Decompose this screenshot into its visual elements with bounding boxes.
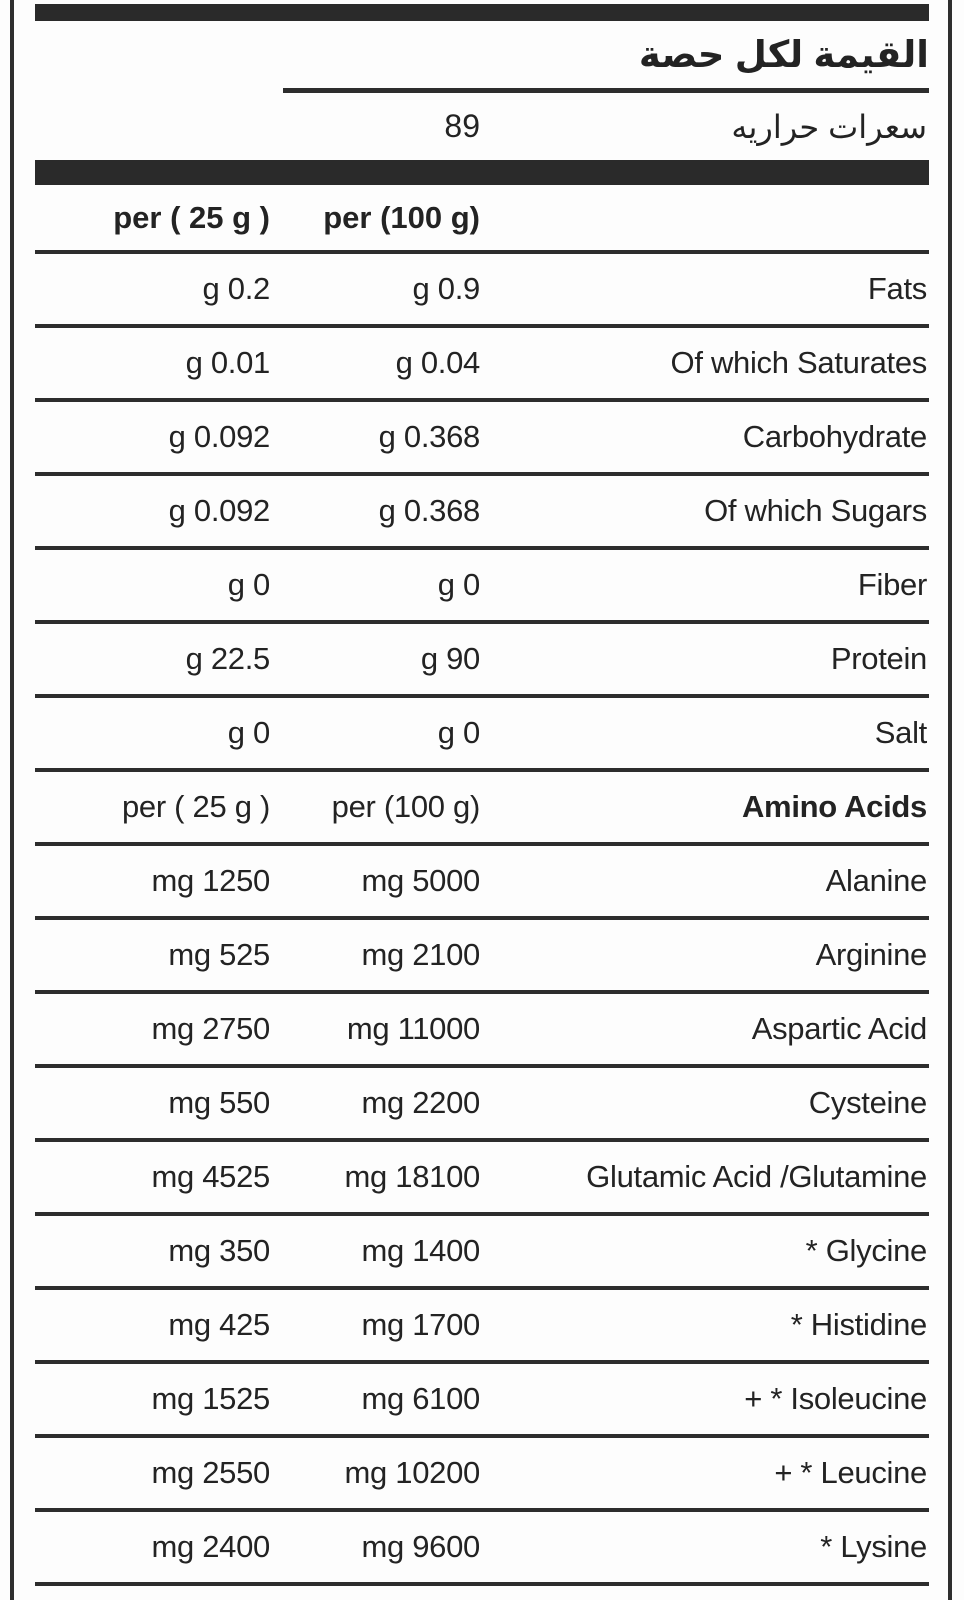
per100-value: g 90 xyxy=(420,641,480,676)
amino-per100-header: per (100 g) xyxy=(331,789,480,824)
table-row xyxy=(35,1434,929,1508)
per25-value: g 0 xyxy=(227,567,270,602)
per100-value: mg 9600 xyxy=(361,1529,480,1564)
nutrient-label: + * Leucine xyxy=(774,1455,927,1490)
per25-value: mg 550 xyxy=(168,1085,270,1120)
table-row xyxy=(35,1212,929,1286)
per100-value: g 0.9 xyxy=(412,271,480,306)
per100-value: mg 1700 xyxy=(361,1307,480,1342)
per25-value: g 0.092 xyxy=(168,493,270,528)
table-row xyxy=(35,1360,929,1434)
table-row xyxy=(35,694,929,768)
label-content xyxy=(35,0,929,1586)
nutrient-label: * Histidine xyxy=(790,1307,927,1342)
nutrient-label: Fiber xyxy=(857,567,927,602)
nutrient-label: * Glycine xyxy=(805,1233,927,1268)
per25-value: mg 1250 xyxy=(151,863,270,898)
calories-value: 89 xyxy=(444,108,480,144)
table-row xyxy=(35,1064,929,1138)
per25-value: mg 1525 xyxy=(151,1381,270,1416)
nutrient-label: Fats xyxy=(867,271,927,306)
per100-value: mg 18100 xyxy=(344,1159,480,1194)
per25-value: g 0.01 xyxy=(185,345,270,380)
nutrient-label: Glutamic Acid /Glutamine xyxy=(586,1159,927,1194)
table-row xyxy=(35,250,929,324)
per25-value: g 0 xyxy=(227,715,270,750)
per100-value: g 0.368 xyxy=(378,493,480,528)
table-row xyxy=(35,472,929,546)
col-header-per-100g: per (100 g) xyxy=(323,199,480,235)
table-row xyxy=(35,398,929,472)
per25-value: g 0.2 xyxy=(202,271,270,306)
amino-acids-title: Amino Acids xyxy=(741,789,927,824)
per100-value: g 0 xyxy=(437,715,480,750)
nutrient-label: Protein xyxy=(830,641,927,676)
per25-value: mg 4525 xyxy=(151,1159,270,1194)
label-left-border xyxy=(10,0,14,1600)
bottom-rule xyxy=(35,1582,929,1586)
table-row xyxy=(35,546,929,620)
nutrient-label: Of which Saturates xyxy=(670,345,927,380)
per25-value: g 0.092 xyxy=(168,419,270,454)
per25-value: mg 2750 xyxy=(151,1011,270,1046)
table-row xyxy=(35,1508,929,1582)
per100-value: mg 6100 xyxy=(361,1381,480,1416)
per100-value: g 0.368 xyxy=(378,419,480,454)
per100-value: mg 5000 xyxy=(361,863,480,898)
nutrient-label: + * Isoleucine xyxy=(744,1381,927,1416)
amino-acids-header-row xyxy=(35,768,929,842)
top-divider-bar xyxy=(35,4,929,21)
per25-value: g 22.5 xyxy=(185,641,270,676)
per25-value: mg 425 xyxy=(168,1307,270,1342)
per25-value: mg 350 xyxy=(168,1233,270,1268)
nutrient-label: Of which Sugars xyxy=(704,493,927,528)
per100-value: mg 1400 xyxy=(361,1233,480,1268)
per25-value: mg 2400 xyxy=(151,1529,270,1564)
table-row xyxy=(35,1138,929,1212)
nutrient-label: Cysteine xyxy=(808,1085,927,1120)
middle-divider-bar xyxy=(35,160,929,185)
calories-row xyxy=(35,93,929,160)
nutrient-label: Carbohydrate xyxy=(742,419,927,454)
per100-value: mg 2200 xyxy=(361,1085,480,1120)
per25-value: mg 525 xyxy=(168,937,270,972)
per100-value: mg 2100 xyxy=(361,937,480,972)
column-header-row xyxy=(35,185,929,250)
nutrient-label: Alanine xyxy=(825,863,927,898)
label-right-border xyxy=(948,0,952,1600)
col-header-per-25g: per ( 25 g ) xyxy=(113,199,270,235)
per100-value: g 0.04 xyxy=(395,345,480,380)
table-row xyxy=(35,916,929,990)
per100-value: mg 11000 xyxy=(346,1011,480,1046)
table-row xyxy=(35,324,929,398)
table-row xyxy=(35,620,929,694)
amino-per25-header: per ( 25 g ) xyxy=(121,789,270,824)
nutrient-label: * Lysine xyxy=(820,1529,927,1564)
table-row xyxy=(35,1286,929,1360)
per100-value: mg 10200 xyxy=(344,1455,480,1490)
per100-value: g 0 xyxy=(437,567,480,602)
per25-value: mg 2550 xyxy=(151,1455,270,1490)
table-row xyxy=(35,842,929,916)
table-row xyxy=(35,990,929,1064)
nutrient-label: Arginine xyxy=(815,937,927,972)
calories-label: سعرات حراريه xyxy=(731,108,927,145)
nutrient-label: Aspartic Acid xyxy=(751,1011,927,1046)
nutrient-label: Salt xyxy=(874,715,927,750)
serving-value-title: القيمة لكل حصة xyxy=(638,34,929,75)
